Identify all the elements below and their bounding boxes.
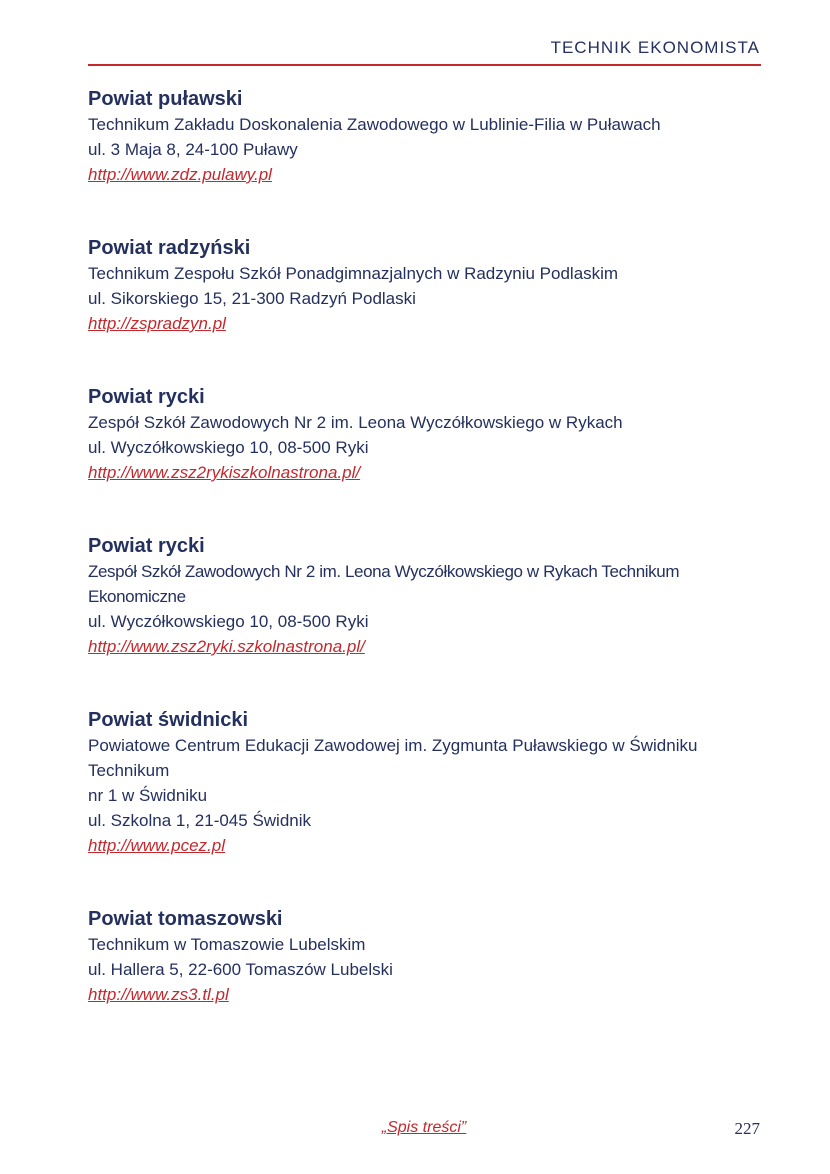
school-address: ul. Wyczółkowskiego 10, 08-500 Ryki [88, 612, 369, 631]
county-heading: Powiat świdnicki [88, 709, 249, 731]
school-entry [88, 86, 768, 187]
school-entry [88, 906, 768, 1007]
school-list [88, 86, 768, 1007]
page-number: 227 [734, 1119, 760, 1138]
school-website-link[interactable]: http://www.pcez.pl [88, 836, 226, 855]
school-address: ul. Szkolna 1, 21-045 Świdnik [88, 811, 312, 830]
school-address: ul. 3 Maja 8, 24-100 Puławy [88, 140, 298, 159]
school-website-link[interactable]: http://www.zs3.tl.pl [88, 985, 229, 1004]
school-name: Zespół Szkół Zawodowych Nr 2 im. Leona Wyczółkowskiego w Rykach [88, 413, 623, 432]
school-website-link[interactable]: http://www.zsz2ryki.szkolnastrona.pl/ [88, 637, 365, 656]
school-website-link[interactable]: http://www.zdz.pulawy.pl [88, 165, 272, 184]
school-website-link[interactable]: http://www.zsz2rykiszkolnastrona.pl/ [88, 463, 361, 482]
school-entry [88, 384, 768, 485]
header-divider [88, 64, 761, 66]
county-heading: Powiat puławski [88, 88, 243, 110]
school-entry [88, 707, 768, 858]
school-entry [88, 235, 768, 336]
school-name: Technikum w Tomaszowie Lubelskim [88, 935, 366, 954]
school-name-continued: nr 1 w Świdniku [88, 786, 208, 805]
county-heading: Powiat rycki [88, 535, 205, 557]
running-header-title: TECHNIK EKONOMISTA [550, 38, 760, 57]
table-of-contents-link[interactable]: „Spis treści” [381, 1119, 467, 1136]
school-name: Technikum Zakładu Doskonalenia Zawodowego w Lublinie-Filia w Puławach [88, 115, 661, 134]
school-address: ul. Hallera 5, 22-600 Tomaszów Lubelski [88, 960, 393, 979]
school-name: Zespół Szkół Zawodowych Nr 2 im. Leona Wyczółkowskiego w Rykach Technikum Ekonomiczne [88, 562, 680, 606]
school-address: ul. Sikorskiego 15, 21-300 Radzyń Podlaski [88, 289, 416, 308]
school-name: Powiatowe Centrum Edukacji Zawodowej im. Zygmunta Puławskiego w Świdniku Technikum [88, 736, 698, 780]
school-entry [88, 533, 768, 659]
school-name: Technikum Zespołu Szkół Ponadgimnazjalnych w Radzyniu Podlaskim [88, 264, 619, 283]
school-address: ul. Wyczółkowskiego 10, 08-500 Ryki [88, 438, 369, 457]
school-website-link[interactable]: http://zspradzyn.pl [88, 314, 226, 333]
county-heading: Powiat tomaszowski [88, 908, 283, 930]
county-heading: Powiat radzyński [88, 237, 251, 259]
county-heading: Powiat rycki [88, 386, 205, 408]
